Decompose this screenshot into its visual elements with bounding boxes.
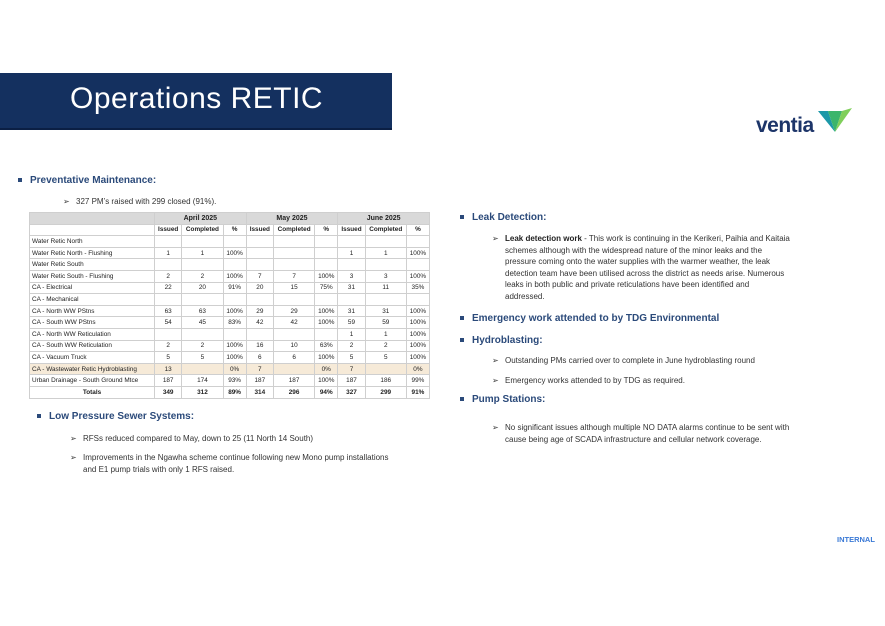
table-cell: 11 <box>365 282 406 294</box>
lps-bullet-1-text: RFSs reduced compared to May, down to 25 (11 North 14 South) <box>83 434 314 443</box>
table-row <box>30 247 430 259</box>
bullet-square-icon <box>37 414 41 418</box>
row-label: Water Retic South - Flushing <box>30 270 155 282</box>
table-cell: 59 <box>338 317 365 329</box>
table-row <box>30 259 430 271</box>
table-cell: 91% <box>223 282 246 294</box>
table-row <box>30 270 430 282</box>
table-cell: 100% <box>406 247 429 259</box>
table-cell: 2 <box>338 340 365 352</box>
totals-cell: 314 <box>246 386 273 398</box>
row-label: Water Retic North - Flushing <box>30 247 155 259</box>
table-cell: 0% <box>315 363 338 375</box>
table-cell: 187 <box>246 375 273 387</box>
row-label: CA - South WW Reticulation <box>30 340 155 352</box>
hydro-bullet-2 <box>492 375 685 387</box>
totals-cell: 327 <box>338 386 365 398</box>
column-header: Completed <box>274 224 315 236</box>
hydro-bullet-2-text: Emergency works attended to by TDG as required. <box>505 376 685 385</box>
totals-cell: 94% <box>315 386 338 398</box>
table-cell <box>246 259 273 271</box>
table-cell: 5 <box>338 352 365 364</box>
table-cell <box>406 294 429 306</box>
table-cell: 22 <box>155 282 182 294</box>
table-cell <box>155 236 182 248</box>
table-cell <box>274 236 315 248</box>
lps-bullet-2-text-cont: and E1 pump trials with only 1 RFS raised. <box>83 464 235 474</box>
table-cell: 63% <box>315 340 338 352</box>
leak-line-2: schemes although with the widespread nature of the minor leaks and the <box>505 245 763 255</box>
table-row <box>30 236 430 248</box>
table-cell: 54 <box>155 317 182 329</box>
column-header: % <box>223 224 246 236</box>
table-cell: 42 <box>246 317 273 329</box>
table-cell: 100% <box>406 270 429 282</box>
table-cell: 100% <box>315 317 338 329</box>
pump-heading <box>472 394 545 405</box>
table-cell: 3 <box>365 270 406 282</box>
table-cell: 1 <box>365 247 406 259</box>
table-cell: 100% <box>315 375 338 387</box>
table-cell: 7 <box>246 270 273 282</box>
arrow-bullet-icon: ➢ <box>492 356 499 365</box>
table-row <box>30 375 430 387</box>
table-cell <box>274 294 315 306</box>
row-label: CA - North WW PStns <box>30 305 155 317</box>
table-cell: 100% <box>223 270 246 282</box>
row-label: CA - Wastewater Retic Hydroblasting <box>30 363 155 375</box>
table-cell: 7 <box>246 363 273 375</box>
table-corner-cell <box>30 213 155 225</box>
table-cell: 100% <box>315 270 338 282</box>
table-cell <box>338 259 365 271</box>
table-cell: 100% <box>406 328 429 340</box>
lps-heading-text: Low Pressure Sewer Systems: <box>49 411 195 422</box>
table-row <box>30 340 430 352</box>
table-cell <box>315 328 338 340</box>
table-cell <box>246 247 273 259</box>
table-cell <box>315 236 338 248</box>
pm-heading <box>30 175 156 186</box>
table-cell: 7 <box>274 270 315 282</box>
table-cell: 100% <box>223 340 246 352</box>
table-cell: 187 <box>155 375 182 387</box>
table-cell: 2 <box>182 340 223 352</box>
pm-table <box>29 212 430 399</box>
hydro-bullet-1-text: Outstanding PMs carried over to complete in June hydroblasting round <box>505 356 755 365</box>
leak-heading-text: Leak Detection: <box>472 212 547 223</box>
table-cell: 5 <box>365 352 406 364</box>
row-label: CA - South WW PStns <box>30 317 155 329</box>
table-cell: 3 <box>338 270 365 282</box>
column-header: % <box>315 224 338 236</box>
table-cell: 63 <box>155 305 182 317</box>
logo-leaf-icon <box>818 108 852 136</box>
table-cell: 100% <box>315 352 338 364</box>
table-cell: 187 <box>338 375 365 387</box>
totals-cell: 91% <box>406 386 429 398</box>
table-corner-cell <box>30 224 155 236</box>
column-header: Issued <box>155 224 182 236</box>
month-header: May 2025 <box>246 213 338 225</box>
table-cell: 6 <box>246 352 273 364</box>
leak-bullet <box>492 233 790 302</box>
table-cell: 42 <box>274 317 315 329</box>
pm-heading-text: Preventative Maintenance: <box>30 175 157 186</box>
table-cell <box>338 236 365 248</box>
table-cell: 100% <box>223 247 246 259</box>
hydro-bullet-1 <box>492 355 755 367</box>
arrow-bullet-icon: ➢ <box>492 234 499 243</box>
title-banner <box>0 73 392 130</box>
table-cell <box>223 294 246 306</box>
row-label: CA - Electrical <box>30 282 155 294</box>
table-cell <box>155 328 182 340</box>
table-row <box>30 328 430 340</box>
table-cell: 1 <box>182 247 223 259</box>
table-cell <box>223 236 246 248</box>
table-cell: 83% <box>223 317 246 329</box>
table-cell <box>365 259 406 271</box>
column-header: Completed <box>182 224 223 236</box>
table-cell: 186 <box>365 375 406 387</box>
table-cell: 75% <box>315 282 338 294</box>
bullet-square-icon <box>18 178 22 182</box>
table-cell: 1 <box>155 247 182 259</box>
table-cell: 1 <box>338 328 365 340</box>
bullet-square-icon <box>460 316 464 320</box>
table-cell: 59 <box>365 317 406 329</box>
table-cell <box>246 328 273 340</box>
table-cell: 100% <box>223 305 246 317</box>
row-label: CA - North WW Reticulation <box>30 328 155 340</box>
table-cell <box>182 259 223 271</box>
table-cell <box>315 259 338 271</box>
table-cell <box>274 363 315 375</box>
row-label: Water Retic North <box>30 236 155 248</box>
table-cell: 100% <box>315 305 338 317</box>
leak-bold-text: Leak detection work <box>505 234 582 243</box>
table-row <box>30 317 430 329</box>
table-cell: 1 <box>365 328 406 340</box>
leak-heading <box>472 212 546 223</box>
classification-label: INTERNAL <box>837 535 875 544</box>
bullet-square-icon <box>460 338 464 342</box>
pm-bullet-text: 327 PM’s raised with 299 closed (91%). <box>76 197 217 206</box>
leak-line-3: pressure coming onto the water supplies with the warmer weather, the leak <box>505 257 771 266</box>
table-cell <box>315 247 338 259</box>
month-header: April 2025 <box>155 213 247 225</box>
lps-bullet-2-text: Improvements in the Ngawha scheme continue following new Mono pump installations <box>83 453 389 462</box>
table-cell: 0% <box>223 363 246 375</box>
table-cell: 187 <box>274 375 315 387</box>
arrow-bullet-icon: ➢ <box>63 197 70 206</box>
table-totals-row <box>30 386 430 398</box>
table-cell <box>274 247 315 259</box>
leak-line-6: addressed. <box>505 291 545 301</box>
table-cell <box>182 328 223 340</box>
table-cell: 35% <box>406 282 429 294</box>
table-cell: 31 <box>338 282 365 294</box>
column-header: Issued <box>338 224 365 236</box>
totals-cell: 89% <box>223 386 246 398</box>
emergency-heading <box>472 313 719 324</box>
table-cell: 20 <box>182 282 223 294</box>
table-row <box>30 363 430 375</box>
table-cell: 10 <box>274 340 315 352</box>
table-row <box>30 352 430 364</box>
table-cell <box>246 236 273 248</box>
table-column-header-row <box>30 224 430 236</box>
table-row <box>30 305 430 317</box>
totals-cell: 299 <box>365 386 406 398</box>
table-cell: 2 <box>365 340 406 352</box>
arrow-bullet-icon: ➢ <box>70 434 77 443</box>
table-cell: 29 <box>246 305 273 317</box>
table-cell: 29 <box>274 305 315 317</box>
pm-bullet <box>63 196 217 208</box>
table-cell: 100% <box>406 305 429 317</box>
logo-wordmark: ventia <box>756 114 814 137</box>
table-cell: 0% <box>406 363 429 375</box>
column-header: % <box>406 224 429 236</box>
table-cell <box>406 236 429 248</box>
pump-bullet <box>492 422 790 445</box>
table-cell <box>274 259 315 271</box>
table-cell: 31 <box>338 305 365 317</box>
table-cell: 100% <box>406 352 429 364</box>
bullet-square-icon <box>460 397 464 401</box>
totals-cell: 349 <box>155 386 182 398</box>
hydro-heading-text: Hydroblasting: <box>472 335 543 346</box>
table-cell <box>182 294 223 306</box>
table-cell: 16 <box>246 340 273 352</box>
table-cell: 2 <box>155 270 182 282</box>
table-cell: 7 <box>338 363 365 375</box>
table-cell <box>406 259 429 271</box>
table-cell <box>223 328 246 340</box>
table-cell <box>182 363 223 375</box>
table-cell: 15 <box>274 282 315 294</box>
arrow-bullet-icon: ➢ <box>492 376 499 385</box>
hydro-heading <box>472 335 543 346</box>
totals-cell: 296 <box>274 386 315 398</box>
table-cell <box>182 236 223 248</box>
lps-heading <box>49 411 194 422</box>
table-cell: 20 <box>246 282 273 294</box>
table-cell <box>155 259 182 271</box>
row-label: Urban Drainage - South Ground Mtce <box>30 375 155 387</box>
table-cell <box>223 259 246 271</box>
ventia-logo <box>756 108 852 140</box>
table-cell <box>338 294 365 306</box>
table-cell: 1 <box>338 247 365 259</box>
page-title: Operations RETIC <box>70 82 324 115</box>
column-header: Issued <box>246 224 273 236</box>
column-header: Completed <box>365 224 406 236</box>
leak-line-5: leaks in both public and private reticulations have been identified and <box>505 280 750 289</box>
table-cell: 93% <box>223 375 246 387</box>
table-cell: 99% <box>406 375 429 387</box>
table-row <box>30 294 430 306</box>
table-cell: 31 <box>365 305 406 317</box>
table-cell: 100% <box>406 317 429 329</box>
table-row <box>30 282 430 294</box>
table-cell <box>365 294 406 306</box>
lps-bullet-2 <box>70 452 389 475</box>
totals-label: Totals <box>30 386 155 398</box>
lps-bullet-1 <box>70 433 314 445</box>
table-cell: 100% <box>406 340 429 352</box>
table-cell <box>365 236 406 248</box>
table-cell: 100% <box>223 352 246 364</box>
leak-line-1: - This work is continuing in the Kerikeri, Paihia and Kaitaia <box>581 234 790 243</box>
table-cell: 5 <box>155 352 182 364</box>
table-cell: 13 <box>155 363 182 375</box>
month-header: June 2025 <box>338 213 430 225</box>
table-cell: 6 <box>274 352 315 364</box>
pump-heading-text: Pump Stations: <box>472 394 546 405</box>
emergency-heading-text: Emergency work attended to by TDG Environmental <box>472 313 720 324</box>
table-cell: 63 <box>182 305 223 317</box>
arrow-bullet-icon: ➢ <box>492 423 499 432</box>
table-month-row <box>30 213 430 225</box>
row-label: Water Retic South <box>30 259 155 271</box>
bullet-square-icon <box>460 215 464 219</box>
row-label: CA - Vacuum Truck <box>30 352 155 364</box>
pump-line-1: No significant issues although multiple NO DATA alarms continue to be sent with <box>505 423 790 432</box>
table-cell <box>365 363 406 375</box>
table-cell: 2 <box>155 340 182 352</box>
arrow-bullet-icon: ➢ <box>70 453 77 462</box>
table-cell <box>274 328 315 340</box>
row-label: CA - Mechanical <box>30 294 155 306</box>
table-cell: 174 <box>182 375 223 387</box>
table-cell <box>315 294 338 306</box>
leak-line-4: detection team have been utilised across the district as needs arise. Numerous <box>505 268 785 278</box>
table-cell <box>155 294 182 306</box>
table-cell <box>246 294 273 306</box>
table-cell: 2 <box>182 270 223 282</box>
table-cell: 45 <box>182 317 223 329</box>
totals-cell: 312 <box>182 386 223 398</box>
table-cell: 5 <box>182 352 223 364</box>
pump-line-2: cause being age of SCADA infrastructure and cellular network coverage. <box>505 434 762 444</box>
